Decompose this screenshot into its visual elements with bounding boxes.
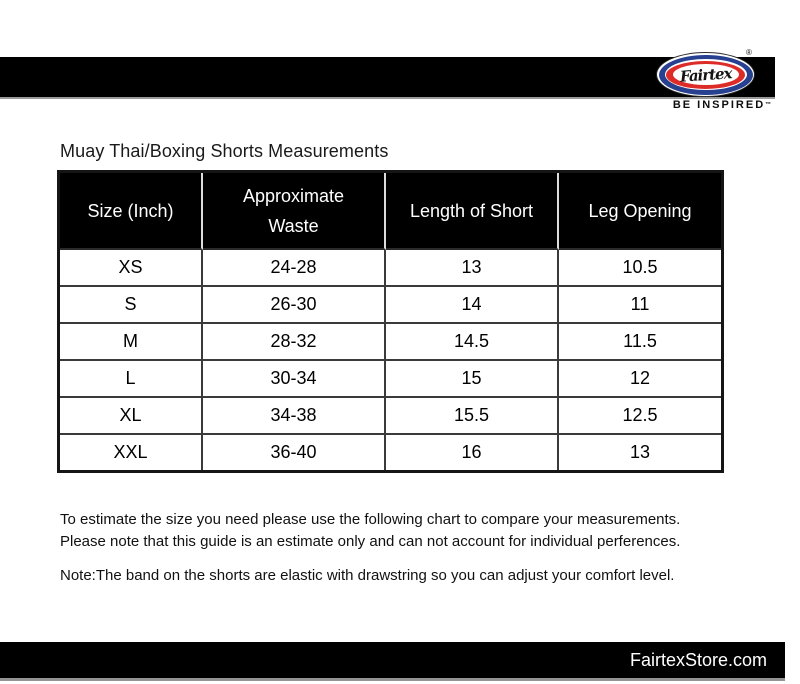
guide-line-2: Please note that this guide is an estimate only and can not account for individual perferences. [60, 533, 681, 550]
footer-bar [0, 642, 785, 681]
leg-cell: 10.5 [559, 250, 721, 287]
size-cell: XS [60, 250, 203, 287]
length-cell: 15.5 [386, 398, 559, 435]
website-text: FairtexStore.com [629, 649, 767, 670]
length-cell: 14.5 [386, 324, 559, 361]
logo-center [673, 64, 739, 85]
size-cell: S [60, 287, 203, 324]
leg-cell: 12 [559, 361, 721, 398]
size-cell: XXL [60, 435, 203, 470]
waist-cell: 24-28 [203, 250, 386, 287]
waist-cell: 36-40 [203, 435, 386, 470]
header-cell-waist [203, 173, 386, 250]
logo-outer-ring [657, 53, 754, 96]
header-label: Leg Opening [588, 200, 692, 221]
elastic-band-note: Note:The band on the shorts are elastic with drawstring so you can adjust your comfort level. [60, 567, 675, 584]
waist-cell: 34-38 [203, 398, 386, 435]
header-label: Length of Short [409, 200, 534, 221]
table-row [60, 361, 721, 398]
fairtex-logo-icon [657, 53, 754, 96]
table-row [60, 435, 721, 470]
header-cell-length [386, 173, 559, 250]
waist-cell: 30-34 [203, 361, 386, 398]
size-cell: M [60, 324, 203, 361]
sizing-guide-paragraph [60, 509, 680, 553]
table-row [60, 287, 721, 324]
table-row [60, 398, 721, 435]
table-row [60, 324, 721, 361]
table-row [60, 250, 721, 287]
leg-cell: 12.5 [559, 398, 721, 435]
length-cell: 13 [386, 250, 559, 287]
guide-line-1: To estimate the size you need please use the following chart to compare your measurements. [60, 511, 681, 528]
length-cell: 14 [386, 287, 559, 324]
leg-cell: 11 [559, 287, 721, 324]
leg-cell: 13 [559, 435, 721, 470]
registered-trademark-icon: ® [746, 48, 752, 57]
logo-wordmark: Fairtex [679, 63, 732, 86]
waist-cell: 26-30 [203, 287, 386, 324]
logo-red-ring [666, 61, 745, 89]
header-cell-size [60, 173, 203, 250]
brand-tagline [653, 99, 791, 111]
table-header-row [60, 173, 721, 250]
header-cell-leg [559, 173, 721, 250]
length-cell: 15 [386, 361, 559, 398]
tagline-text: BE INSPIRED [672, 99, 766, 111]
leg-cell: 11.5 [559, 324, 721, 361]
page-title: Muay Thai/Boxing Shorts Measurements [60, 141, 389, 161]
size-chart-table [57, 170, 724, 473]
trademark-icon: ™ [765, 102, 772, 108]
size-cell: XL [60, 398, 203, 435]
header-label: Size (Inch) [87, 200, 174, 221]
size-cell: L [60, 361, 203, 398]
waist-cell: 28-32 [203, 324, 386, 361]
header-label: Approximate Waste [242, 185, 345, 236]
logo-white-ring [665, 59, 747, 90]
length-cell: 16 [386, 435, 559, 470]
logo-blue-ring [659, 55, 753, 95]
